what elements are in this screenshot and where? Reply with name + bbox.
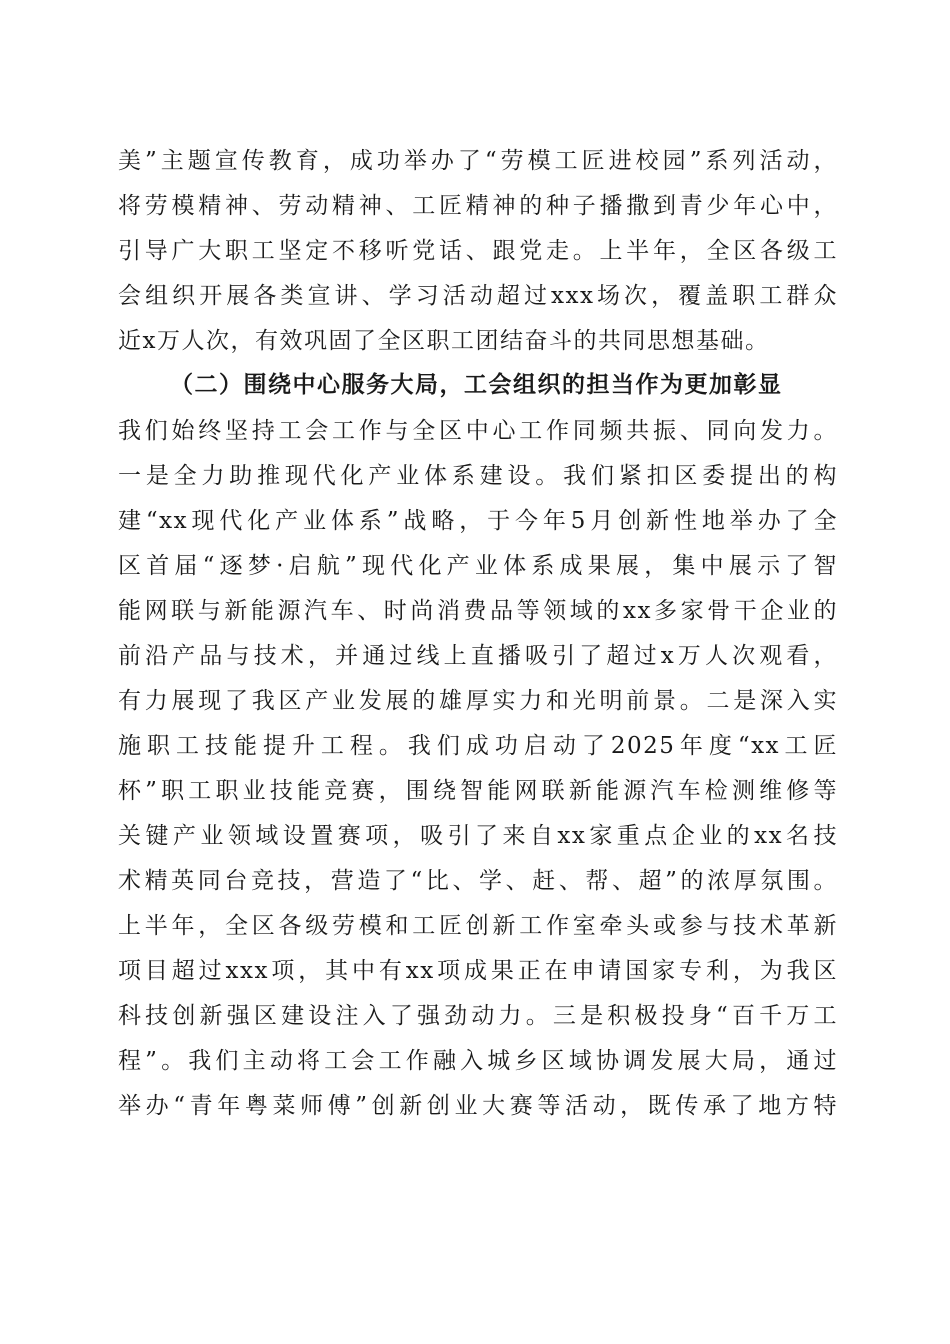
text-line: 一是全力助推现代化产业体系建设。我们紧扣区委提出的构 (118, 463, 838, 489)
section-heading: （二）围绕中心服务大局，工会组织的担当作为更加彰显 (170, 371, 783, 398)
text-line: 施职工技能提升工程。我们成功启动了2025年度“xx工匠 (118, 733, 838, 759)
text-line: 程”。我们主动将工会工作融入城乡区域协调发展大局，通过 (118, 1048, 838, 1074)
text-line: 科技创新强区建设注入了强劲动力。三是积极投身“百千万工 (118, 1003, 838, 1029)
text-line: 将劳模精神、劳动精神、工匠精神的种子播撒到青少年心中， (118, 193, 838, 219)
text-line: 杯”职工职业技能竞赛，围绕智能网联新能源汽车检测维修等 (118, 778, 838, 804)
text-line: 前沿产品与技术，并通过线上直播吸引了超过x万人次观看， (118, 643, 838, 669)
text-line: 近x万人次，有效巩固了全区职工团结奋斗的共同思想基础。 (118, 328, 770, 354)
text-line: 关键产业领域设置赛项，吸引了来自xx家重点企业的xx名技 (118, 823, 838, 849)
text-line: 上半年，全区各级劳模和工匠创新工作室牵头或参与技术革新 (118, 913, 838, 939)
text-line: 美”主题宣传教育，成功举办了“劳模工匠进校园”系列活动， (118, 148, 838, 174)
text-line: 项目超过xxx项，其中有xx项成果正在申请国家专利，为我区 (118, 958, 838, 984)
text-line: 区首届“逐梦·启航”现代化产业体系成果展，集中展示了智 (118, 553, 838, 579)
text-line: 会组织开展各类宣讲、学习活动超过xxx场次，覆盖职工群众 (118, 283, 838, 309)
text-line: 建“xx现代化产业体系”战略，于今年5月创新性地举办了全 (118, 508, 838, 534)
text-line: 有力展现了我区产业发展的雄厚实力和光明前景。二是深入实 (118, 688, 838, 714)
text-line: 引导广大职工坚定不移听党话、跟党走。上半年，全区各级工 (118, 238, 838, 264)
text-line: 术精英同台竞技，营造了“比、学、赶、帮、超”的浓厚氛围。 (118, 868, 838, 894)
text-line: 我们始终坚持工会工作与全区中心工作同频共振、同向发力。 (118, 418, 838, 444)
text-line: 举办“青年粤菜师傅”创新创业大赛等活动，既传承了地方特 (118, 1093, 838, 1119)
text-line: 能网联与新能源汽车、时尚消费品等领域的xx多家骨干企业的 (118, 598, 838, 624)
